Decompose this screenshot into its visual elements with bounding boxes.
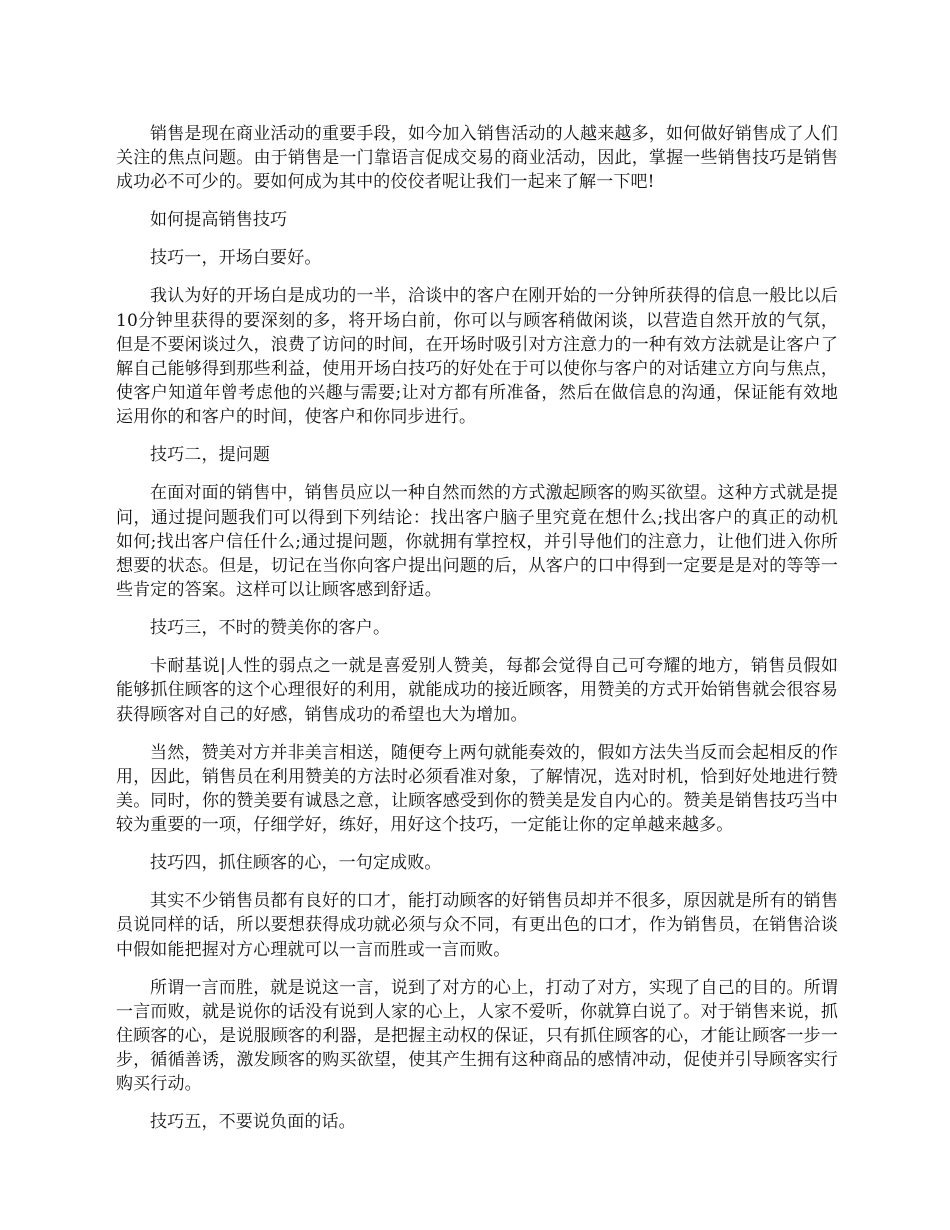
tip-four-paragraph-2: 所谓一言而胜，就是说这一言，说到了对方的心上，打动了对方，实现了自己的目的。所谓一言而败，就是说你的话没有说到人家的心上，人家不爱听，你就算白说了。对于销售来说，抓住顾客的心，是说服顾客的利器，是把握主动权的保证，只有抓住顾客的心，才能让顾客一步一步，循循善诱，激发顾客的购买欲望，使其产生拥有这种商品的感情冲动，促使并引导顾客实行购买行动。	[116, 977, 838, 1095]
tip-two-heading: 技巧二，提问题	[150, 445, 271, 466]
tip-three-paragraph-2: 当然，赞美对方并非美言相送，随便夸上两句就能奏效的，假如方法失当反而会起相反的作用，因此，销售员在利用赞美的方法时必须看准对象，了解情况，选对时机，恰到好处地进行赞美。同时，你的赞美要有诚恳之意，让顾客感受到你的赞美是发自内心的。赞美是销售技巧当中较为重要的一项，仔细学好，练好，用好这个技巧，一定能让你的定单越来越多。	[116, 742, 838, 836]
tip-five-heading: 技巧五，不要说负面的话。	[150, 1112, 356, 1133]
tip-three-heading: 技巧三，不时的赞美你的客户。	[150, 618, 391, 639]
tip-three-paragraph-1: 卡耐基说|人性的弱点之一就是喜爱别人赞美，每都会觉得自己可夸耀的地方，销售员假如能够抓住顾客的这个心理很好的利用，就能成功的接近顾客，用赞美的方式开始销售就会很容易获得顾客对自己的好感，销售成功的希望也大为增加。	[116, 656, 838, 725]
tip-one-paragraph: 我认为好的开场白是成功的一半，洽谈中的客户在刚开始的一分钟所获得的信息一般比以后10分钟里获得的要深刻的多，将开场白前，你可以与顾客稍做闲谈，以营造自然开放的气氛，但是不要闲谈过久，浪费了访问的时间，在开场时吸引对方注意力的一种有效方法就是让客户了解自己能够得到那些利益，使用开场白技巧的好处在于可以使你与客户的对话建立方向与焦点，使客户知道年曾考虑他的兴趣与需要;让对方都有所准备，然后在做信息的沟通，保证能有效地运用你的和客户的时间，使客户和你同步进行。	[116, 286, 838, 428]
tip-four-paragraph-1: 其实不少销售员都有良好的口才，能打动顾客的好销售员却并不很多，原因就是所有的销售员说同样的话，所以要想获得成功就必须与众不同，有更出色的口才，作为销售员，在销售洽谈中假如能把握对方心理就可以一言而胜或一言而败。	[116, 891, 838, 960]
intro-paragraph: 销售是现在商业活动的重要手段，如今加入销售活动的人越来越多，如何做好销售成了人们关注的焦点问题。由于销售是一门靠语言促成交易的商业活动，因此，掌握一些销售技巧是销售成功必不可少的。要如何成为其中的佼佼者呢让我们一起来了解一下吧!	[116, 124, 838, 193]
section-heading-how-to: 如何提高销售技巧	[150, 210, 288, 231]
tip-one-heading: 技巧一，开场白要好。	[150, 248, 322, 269]
document-page	[116, 122, 838, 1148]
tip-four-heading: 技巧四，抓住顾客的心，一句定成败。	[150, 853, 442, 874]
tip-two-paragraph: 在面对面的销售中，销售员应以一种自然而然的方式激起顾客的购买欲望。这种方式就是提问，通过提问题我们可以得到下列结论：找出客户脑子里究竟在想什么;找出客户的真正的动机如何;找出客户信任什么;通过提问题，你就拥有掌控权，并引导他们的注意力，让他们进入你所想要的状态。但是，切记在当你向客户提出问题的后，从客户的口中得到一定要是是对的等等一些肯定的答案。这样可以让顾客感到舒适。	[116, 483, 838, 601]
